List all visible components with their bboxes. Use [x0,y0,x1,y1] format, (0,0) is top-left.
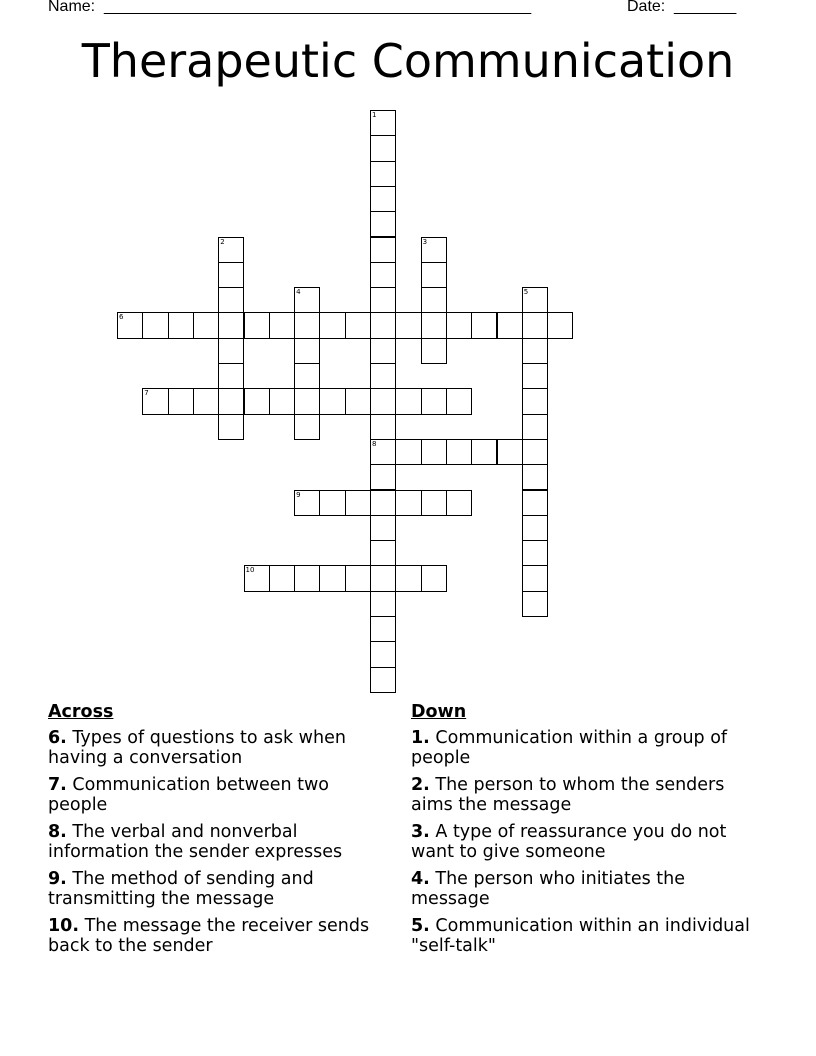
grid-cell[interactable] [471,439,497,465]
grid-cell[interactable] [269,388,295,414]
clue-across-7 [48,775,388,816]
grid-cell[interactable] [345,565,371,591]
clue-number-label: 2 [220,237,225,246]
clue-text: The person who initiates the message [411,868,686,909]
grid-cell[interactable] [218,388,244,414]
grid-cell[interactable] [168,312,194,338]
grid-cell[interactable] [522,540,548,566]
grid-cell[interactable] [294,565,320,591]
clue-number: 2. [411,774,430,795]
grid-cell[interactable] [522,414,548,440]
grid-cell[interactable] [446,439,472,465]
grid-cell[interactable] [421,287,447,313]
grid-cell[interactable] [370,363,396,389]
clue-across-8 [48,822,388,863]
grid-cell[interactable] [547,312,573,338]
grid-cell[interactable] [497,439,523,465]
grid-cell[interactable] [218,363,244,389]
grid-cell[interactable] [370,591,396,617]
grid-cell[interactable] [370,616,396,642]
grid-cell[interactable] [370,338,396,364]
grid-cell[interactable] [168,388,194,414]
clue-down-5 [411,916,761,957]
clue-number-label: 4 [296,288,301,297]
name-line: ________________________________________________ [104,0,532,15]
date-line: _______ [674,0,737,15]
grid-cell[interactable] [319,312,345,338]
grid-cell[interactable] [421,490,447,516]
grid-cell[interactable] [395,312,421,338]
clue-text: Communication between two people [48,774,330,815]
grid-cell[interactable] [370,414,396,440]
grid-cell[interactable] [421,565,447,591]
clue-number: 6. [48,727,67,748]
grid-cell[interactable] [522,591,548,617]
clue-text: The method of sending and transmitting the message [48,868,314,909]
across-heading: Across [48,702,114,722]
grid-cell[interactable] [319,565,345,591]
name-label: Name: [48,0,96,15]
clue-number-label: 9 [296,490,301,499]
clue-text: The verbal and nonverbal information the sender expresses [48,821,343,862]
grid-cell[interactable] [497,312,523,338]
clue-down-4 [411,869,761,910]
clue-number-label: 1 [372,111,377,119]
clue-text: The person to whom the senders aims the message [411,774,725,815]
grid-cell[interactable] [395,490,421,516]
grid-cell[interactable] [319,490,345,516]
grid-cell[interactable] [421,388,447,414]
grid-cell[interactable] [370,388,396,414]
down-clues [411,702,761,963]
grid-cell[interactable] [218,414,244,440]
clue-number-label: 5 [523,288,529,297]
grid-cell[interactable] [244,388,270,414]
clue-number: 8. [48,821,67,842]
grid-cell[interactable] [421,262,447,288]
down-heading: Down [411,702,467,722]
grid-cell[interactable] [522,439,548,465]
grid-cell[interactable] [218,262,244,288]
grid-cell[interactable] [522,388,548,414]
grid-cell[interactable] [370,464,396,490]
clue-number: 1. [411,727,430,748]
grid-cell[interactable] [345,490,371,516]
grid-cell[interactable] [370,641,396,667]
grid-cell[interactable] [370,667,396,693]
grid-cell[interactable] [319,388,345,414]
grid-cell[interactable] [522,515,548,541]
grid-cell[interactable] [142,312,168,338]
grid-cell[interactable] [370,490,396,516]
grid-cell[interactable] [370,237,396,263]
clue-text: A type of reassurance you do not want to give someone [411,821,727,862]
grid-cell[interactable] [269,565,295,591]
grid-cell[interactable] [370,186,396,212]
grid-cell[interactable] [294,363,320,389]
clue-number-label: 10 [245,566,255,575]
clue-down-1 [411,728,761,769]
grid-cell[interactable] [395,565,421,591]
grid-cell[interactable] [193,388,219,414]
grid-cell[interactable] [370,262,396,288]
grid-cell[interactable] [370,161,396,187]
grid-cell[interactable] [294,338,320,364]
grid-cell[interactable] [522,338,548,364]
grid-cell[interactable] [370,135,396,161]
clue-down-3 [411,822,761,863]
grid-cell[interactable] [471,312,497,338]
grid-cell[interactable] [244,312,270,338]
grid-cell[interactable] [522,464,548,490]
grid-cell[interactable] [370,312,396,338]
clue-text: Communication within a group of people [411,727,728,768]
clue-number-label: 6 [119,313,124,322]
clue-across-9 [48,869,388,910]
grid-cell[interactable] [294,312,320,338]
grid-cell[interactable] [294,388,320,414]
grid-cell[interactable] [269,312,295,338]
grid-cell[interactable] [522,490,548,516]
clue-text: The message the receiver sends back to the sender [48,915,370,956]
grid-cell[interactable] [446,312,472,338]
grid-cell[interactable] [345,312,371,338]
grid-cell[interactable] [421,338,447,364]
grid-cell[interactable] [421,439,447,465]
grid-cell[interactable] [218,312,244,338]
clue-text: Types of questions to ask when having a conversation [48,727,346,768]
grid-cell[interactable] [395,388,421,414]
clue-text: Communication within an individual "self-talk" [411,915,750,956]
grid-cell[interactable] [294,414,320,440]
clue-number-label: 3 [422,237,428,246]
grid-cell[interactable] [446,388,472,414]
grid-cell[interactable] [421,312,447,338]
grid-cell[interactable] [522,565,548,591]
page-title: Therapeutic Communication [81,34,735,88]
grid-cell[interactable] [522,363,548,389]
clue-number: 5. [411,915,430,936]
clue-number: 7. [48,774,67,795]
grid-cell[interactable] [395,439,421,465]
clue-number: 9. [48,868,67,889]
clue-number: 3. [411,821,430,842]
grid-cell[interactable] [522,312,548,338]
grid-cell[interactable] [446,490,472,516]
clue-across-6 [48,728,388,769]
grid-cell[interactable] [370,540,396,566]
clue-across-10 [48,916,388,957]
grid-cell[interactable] [370,515,396,541]
clue-down-2 [411,775,761,816]
grid-cell[interactable] [370,211,396,237]
date-label: Date: [627,0,666,15]
across-clues [48,702,388,963]
clue-number: 4. [411,868,430,889]
grid-cell[interactable] [218,287,244,313]
grid-cell[interactable] [218,338,244,364]
clue-number: 10. [48,915,80,936]
clue-number-label: 8 [372,439,377,448]
clue-number-label: 7 [144,389,149,398]
grid-cell[interactable] [345,388,371,414]
grid-cell[interactable] [370,565,396,591]
grid-cell[interactable] [193,312,219,338]
grid-cell[interactable] [370,287,396,313]
